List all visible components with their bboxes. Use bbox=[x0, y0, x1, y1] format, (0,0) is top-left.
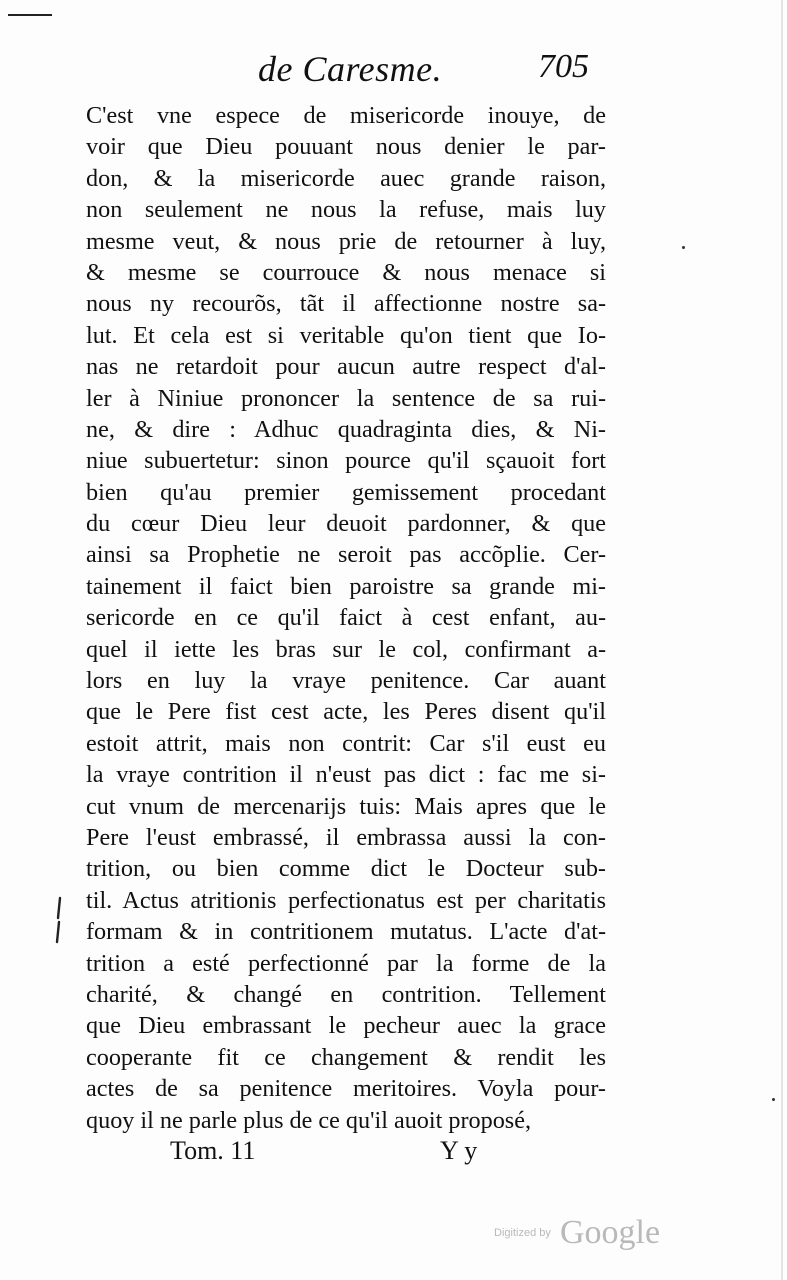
text-line: cut vnum de mercenarijs tuis: Mais apres que le bbox=[86, 792, 606, 820]
watermark-prefix: Digitized by bbox=[494, 1227, 551, 1239]
text-line: formam & in contritionem mutatus. L'acte d'at- bbox=[86, 918, 606, 946]
text-line: tainement il faict bien paroistre sa grande mi- bbox=[86, 572, 606, 600]
text-line: lors en luy la vraye penitence. Car auant bbox=[86, 667, 606, 695]
text-line: non seulement ne nous la refuse, mais luy bbox=[86, 196, 606, 224]
text-line: quel il iette les bras sur le col, confirmant a- bbox=[86, 635, 606, 663]
text-line: actes de sa penitence meritoires. Voyla pour- bbox=[86, 1075, 606, 1103]
text-line: estoit attrit, mais non contrit: Car s'il eust eu bbox=[86, 729, 606, 757]
text-line: ne, & dire : Adhuc quadraginta dies, & Ni- bbox=[86, 415, 606, 443]
text-line: charité, & changé en contrition. Tellement bbox=[86, 980, 606, 1008]
text-line: trition, ou bien comme dict le Docteur sub- bbox=[86, 855, 606, 883]
page-edge bbox=[781, 0, 783, 1280]
text-line: & mesme se courrouce & nous menace si bbox=[86, 258, 606, 286]
text-line: nas ne retardoit pour aucun autre respect d'al- bbox=[86, 353, 606, 381]
margin-annotation-mark bbox=[52, 896, 66, 952]
body-text bbox=[86, 100, 606, 1136]
text-line: nous ny recourõs, tãt il affectionne nostre sa- bbox=[86, 290, 606, 318]
google-logo: Google bbox=[559, 1214, 661, 1251]
text-line: que le Pere fist cest acte, les Peres disent qu'il bbox=[86, 698, 606, 726]
page-header bbox=[0, 48, 787, 98]
top-left-rule bbox=[8, 14, 52, 16]
text-line: sericorde en ce qu'il faict à cest enfant, au- bbox=[86, 604, 606, 632]
text-line: voir que Dieu pouuant nous denier le par- bbox=[86, 133, 606, 161]
text-line: que Dieu embrassant le pecheur auec la grace bbox=[86, 1012, 606, 1040]
margin-bracket-icon bbox=[52, 896, 66, 946]
text-line: la vraye contrition il n'eust pas dict : fac me si- bbox=[86, 761, 606, 789]
text-line: cooperante fit ce changement & rendit les bbox=[86, 1043, 606, 1071]
text-line: Pere l'eust embrassé, il embrassa aussi la con- bbox=[86, 823, 606, 851]
ink-speck bbox=[682, 246, 685, 249]
signature-mark: Tom. 11 bbox=[170, 1136, 256, 1165]
text-line: trition a esté perfectionné par la forme de la bbox=[86, 949, 606, 977]
text-line: til. Actus atritionis perfectionatus est per charitatis bbox=[86, 886, 606, 914]
text-line: niue subuertetur: sinon pource qu'il sçauoit fort bbox=[86, 447, 606, 475]
text-line: ainsi sa Prophetie ne seroit pas accõplie. Cer- bbox=[86, 541, 606, 569]
text-line: bien qu'au premier gemissement procedant bbox=[86, 478, 606, 506]
text-line: du cœur Dieu leur deuoit pardonner, & que bbox=[86, 510, 606, 538]
running-head: de Caresme. bbox=[258, 49, 443, 89]
digitization-watermark bbox=[494, 1214, 660, 1252]
text-line: lut. Et cela est si veritable qu'on tient que Io- bbox=[86, 321, 606, 349]
page-number: 705 bbox=[538, 48, 589, 85]
text-line: quoy il ne parle plus de ce qu'il auoit proposé, bbox=[86, 1106, 532, 1134]
text-line: don, & la misericorde auec grande raison, bbox=[86, 164, 606, 192]
catchword: Y y bbox=[440, 1136, 478, 1165]
text-line: mesme veut, & nous prie de retourner à luy, bbox=[86, 227, 606, 255]
text-line: C'est vne espece de misericorde inouye, de bbox=[86, 102, 606, 129]
ink-speck bbox=[772, 1098, 775, 1101]
text-line: ler à Niniue prononcer la sentence de sa rui- bbox=[86, 384, 606, 412]
